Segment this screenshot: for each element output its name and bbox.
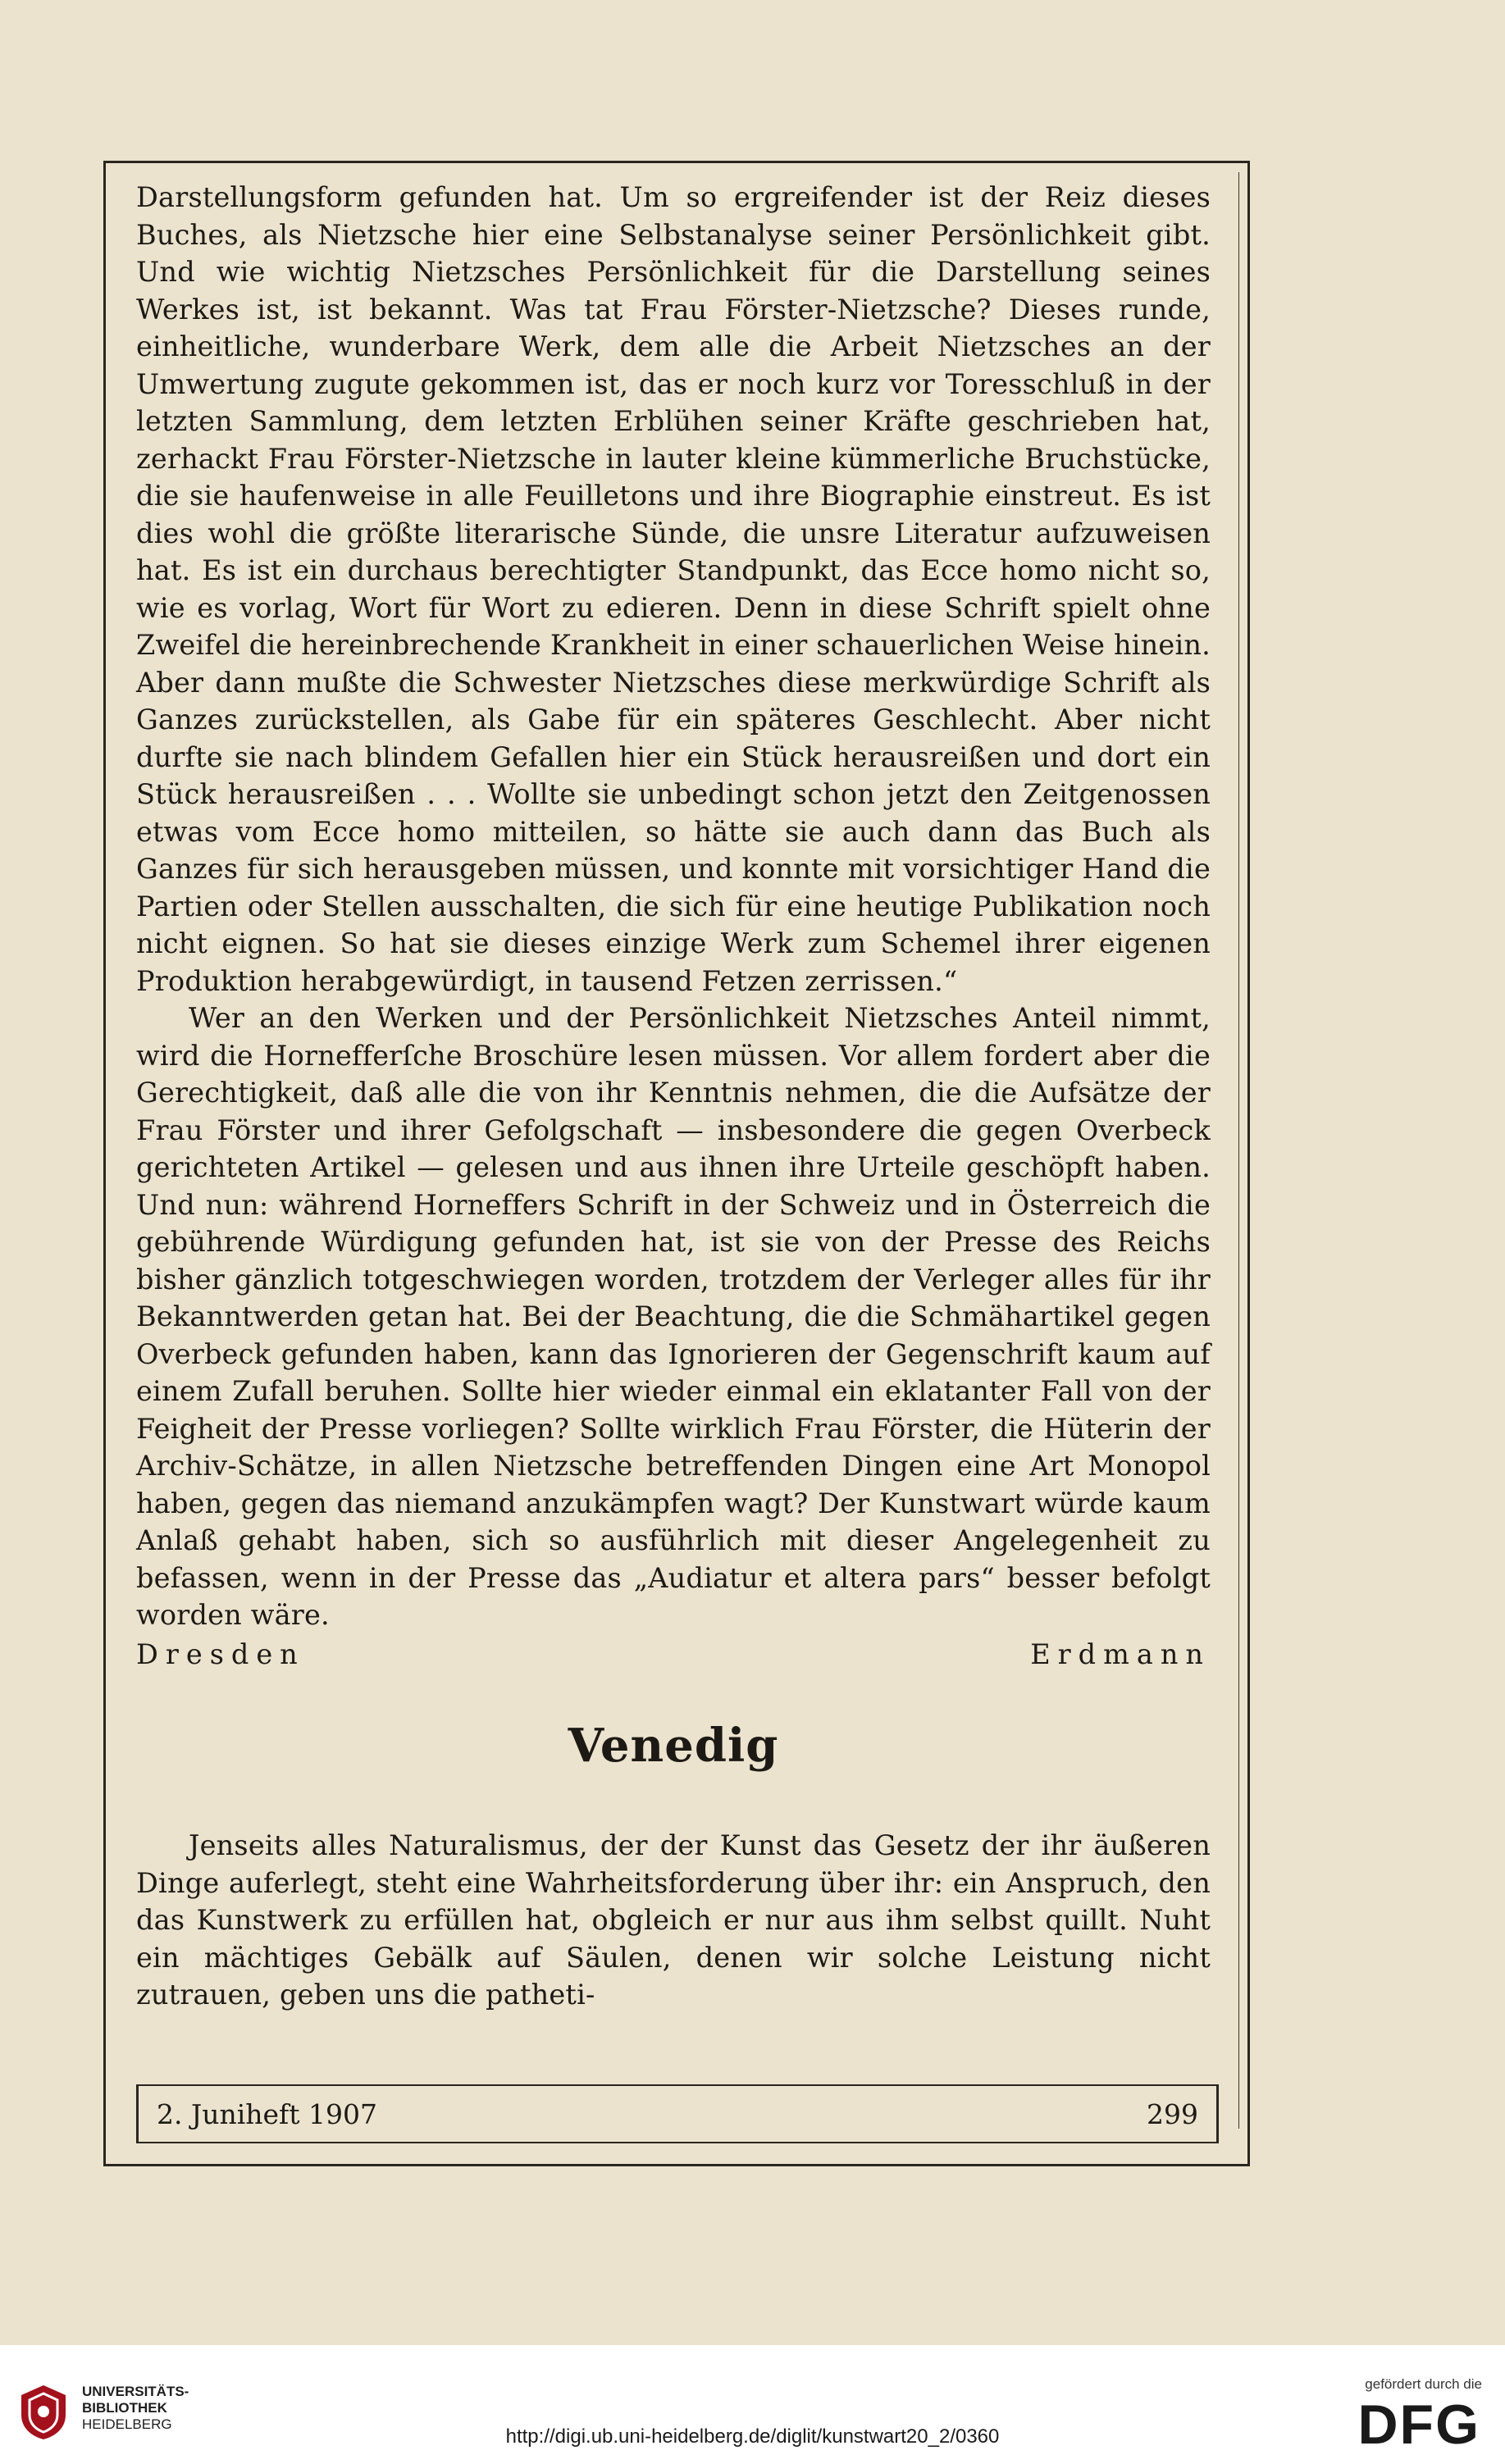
page-content bbox=[136, 179, 1211, 2014]
signature-author: Erdmann bbox=[1030, 1637, 1211, 1670]
article-signature bbox=[136, 1636, 1211, 1674]
article-paragraph-1: Darstellungsform gefunden hat. Um so ergreifender ist der Reiz dieses Buches, als Nietzsche hier eine Selbstanalyse seiner Persönlichkeit gibt. Und wie wichtig Nietzsches Persönlichkeit für die Darstellung seines Werkes ist, ist bekannt. Was tat Frau Förster-Nietzsche? Dieses runde, einheitliche, wunderbare Werk, dem alle die Arbeit Nietzsches an der Umwertung zugute gekommen ist, das er noch kurz vor Toresschluß in der letzten Sammlung, dem letzten Erblühen seiner Kräfte geschrieben hat, zerhackt Frau Förster-Nietzsche in lauter kleine kümmerliche Bruchstücke, die sie haufenweise in alle Feuilletons und ihre Biographie einstreut. Es ist dies wohl die größte literarische Sünde, die unsre Literatur aufzuweisen hat. Es ist ein durchaus berechtigter Standpunkt, das Ecce homo nicht so, wie es vorlag, Wort für Wort zu edieren. Denn in diese Schrift spielt ohne Zweifel die hereinbrechende Krankheit in einer schauerlichen Weise hinein. Aber dann mußte die Schwester Nietzsches diese merkwürdige Schrift als Ganzes zurückstellen, als Gabe für ein späteres Geschlecht. Aber nicht durfte sie nach blindem Gefallen hier ein Stück herausreißen und dort ein Stück herausreißen . . . Wollte sie unbedingt schon jetzt den Zeitgenossen etwas vom Ecce homo mitteilen, so hätte sie auch dann das Buch als Ganzes für sich herausgeben müssen, und konnte mit vorsichtiger Hand die Partien oder Stellen ausschalten, die sich für eine heutige Publikation noch nicht eignen. So hat sie dieses einzige Werk zum Schemel ihrer eigenen Produktion herabgewürdigt, in tausend Fetzen zerrissen.“ bbox=[136, 181, 1211, 997]
section-title: Venedig bbox=[568, 1719, 779, 1773]
page-footer bbox=[136, 2084, 1219, 2143]
footer-issue: 2. Juniheft 1907 bbox=[157, 2097, 377, 2130]
dfg-logo: DFG bbox=[1357, 2393, 1480, 2456]
source-url-link[interactable]: http://digi.ub.uni-heidelberg.de/diglit/kunstwart20_2/0360 bbox=[505, 2425, 1000, 2448]
funder-caption: gefördert durch die bbox=[1365, 2376, 1482, 2392]
library-name: UNIVERSITÄTS- BIBLIOTHEK HEIDELBERG bbox=[82, 2384, 189, 2432]
footer-page-number: 299 bbox=[1147, 2097, 1198, 2130]
signature-place: Dresden bbox=[136, 1637, 305, 1670]
section-paragraph-1: Jenseits alles Naturalismus, der der Kunst das Gesetz der ihr äußeren Dinge auferlegt, steht eine Wahrheitsforderung über ihr: ein Anspruch, den das Kunstwerk zu erfüllen hat, obgleich er nur aus ihm selbst quillt. Nuht ein mächtiges Gebälk auf Säulen, denen wir solche Leistung nicht zutrauen, geben uns die patheti- bbox=[136, 1829, 1211, 2011]
article-paragraph-2: Wer an den Werken und der Persönlichkeit Nietzsches Anteil nimmt, wird die Hornefferſche Broschüre lesen müssen. Vor allem fordert aber die Gerechtigkeit, daß alle die von ihr Kenntnis nehmen, die die Aufsätze der Frau Förster und ihrer Gefolgschaft — insbesondere die gegen Overbeck gerichteten Artikel — gelesen und aus ihnen ihre Urteile geschöpft haben. Und nun: während Horneffers Schrift in der Schweiz und in Österreich die gebührende Würdigung gefunden hat, ist sie von der Presse des Reichs bisher gänzlich totgeschwiegen worden, trotzdem der Verleger alles für ihr Bekanntwerden getan hat. Bei der Beachtung, die die Schmähartikel gegen Overbeck gefunden haben, kann das Ignorieren der Gegenschrift kaum auf einem Zufall beruhen. Sollte hier wieder einmal ein eklatanter Fall von der Feigheit der Presse vorliegen? Sollte wirklich Frau Förster, die Hüterin der Archiv-Schätze, in allen Nietzsche betreffenden Dingen eine Art Monopol haben, gegen das niemand anzukämpfen wagt? Der Kunstwart würde kaum Anlaß gehabt haben, sich so ausführlich mit dieser Angelegenheit zu befassen, wenn in der Presse das „Audiatur et altera pars“ besser befolgt worden wäre. bbox=[136, 1002, 1211, 1631]
